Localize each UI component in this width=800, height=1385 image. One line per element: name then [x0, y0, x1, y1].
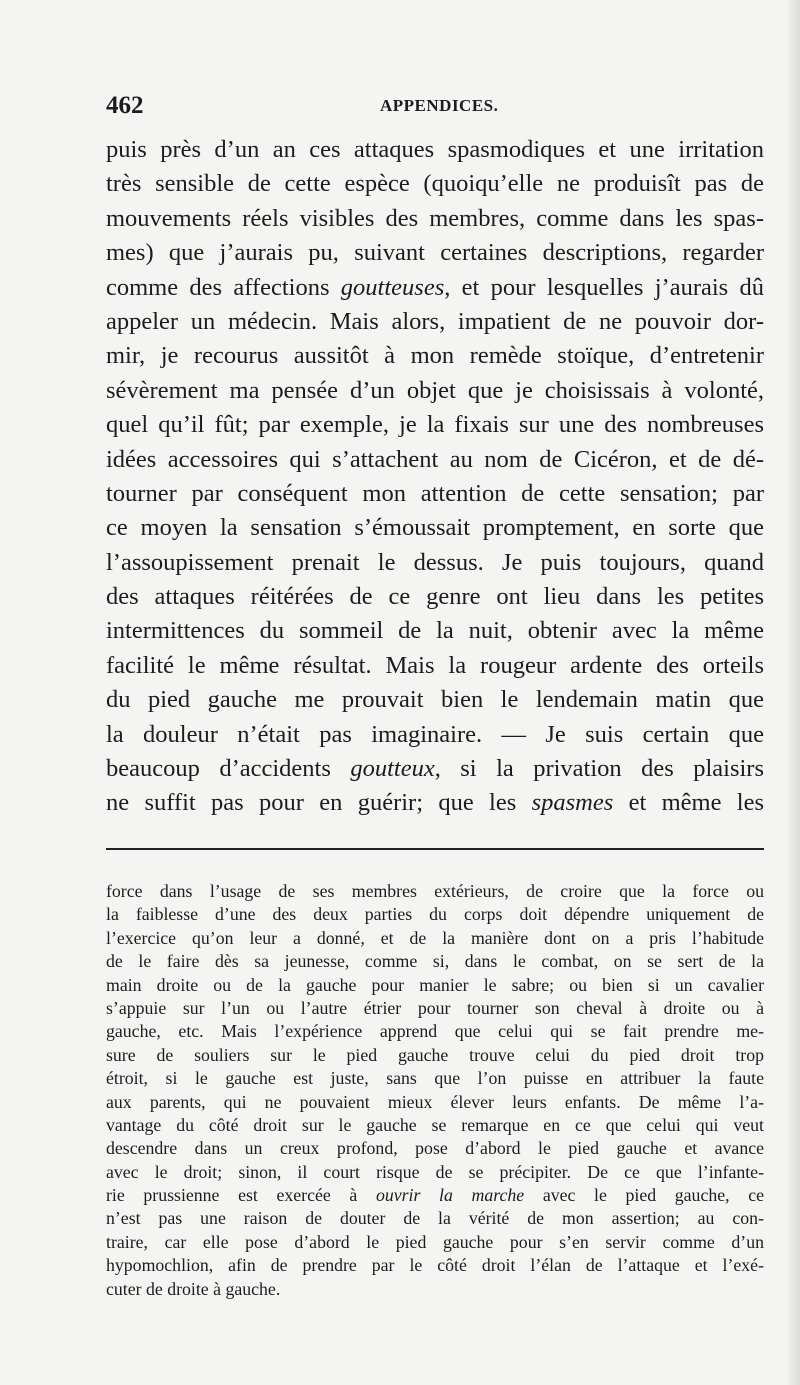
- main-text-line: ne suffit pas pour en guérir; que les spasmes et même les: [106, 789, 765, 817]
- page-edge-shadow: [786, 0, 800, 1385]
- main-text-line: mir, je recourus aussitôt à mon remède stoïque, d’entretenir: [106, 342, 764, 370]
- footnote-line: main droite ou de la gauche pour manier le sabre; ou bien si un cavalier: [106, 974, 764, 995]
- main-text-line: la douleur n’était pas imaginaire. — Je suis certain que: [106, 720, 764, 748]
- main-text-line: idées accessoires qui s’attachent au nom de Cicéron, et de dé-: [106, 445, 764, 473]
- footnote-block: [106, 880, 764, 1301]
- footnote-line: la faiblesse d’une des deux parties du corps doit dépendre uniquement de: [106, 904, 764, 925]
- main-text-line: des attaques réitérées de ce genre ont lieu dans les petites: [106, 583, 764, 611]
- main-text-line: appeler un médecin. Mais alors, impatient de ne pouvoir dor-: [106, 307, 764, 335]
- footnote-line: étroit, si le gauche est juste, sans que l’on puisse en attribuer la faute: [106, 1068, 764, 1089]
- main-text-line: puis près d’un an ces attaques spasmodiques et une irritation: [106, 136, 764, 163]
- main-text-line: l’assoupissement prenait le dessus. Je puis toujours, quand: [106, 548, 764, 576]
- footnote-line: de le faire dès sa jeunesse, comme si, dans le combat, on se sert de la: [106, 951, 764, 972]
- footnote-line: sure de souliers sur le pied gauche trouve celui du pied droit trop: [106, 1044, 764, 1065]
- main-text-line: comme des affections goutteuses, et pour lesquelles j’aurais dû: [106, 273, 764, 301]
- italic-term: ouvrir la marche: [375, 1185, 525, 1206]
- main-text-line: tourner par conséquent mon attention de cette sensation; par: [106, 479, 764, 507]
- main-text-line: beaucoup d’accidents goutteux, si la privation des plaisirs: [106, 755, 764, 783]
- italic-term: goutteuses: [340, 273, 445, 301]
- main-text-line: intermittences du sommeil de la nuit, obtenir avec la même: [106, 617, 764, 645]
- footnote-line: traire, car elle pose d’abord le pied gauche pour s’en servir comme d’un: [106, 1231, 764, 1252]
- footnote-line: descendre dans un creux profond, pose d’abord le pied gauche et avance: [106, 1138, 764, 1159]
- main-text-line: du pied gauche me prouvait bien le lendemain matin que: [106, 686, 764, 714]
- footnote-line: rie prussienne est exercée à ouvrir la marche avec le pied gauche, ce: [106, 1185, 764, 1206]
- footnote-line: hypomochlion, afin de prendre par le côté droit l’élan de l’attaque et l’exé-: [106, 1255, 764, 1276]
- footnote-line: gauche, etc. Mais l’expérience apprend que celui qui se fait prendre me-: [106, 1021, 764, 1042]
- footnote-line: vantage du côté droit sur le gauche se remarque en ce que celui qui veut: [106, 1114, 764, 1135]
- footnote-line: aux parents, qui ne pouvaient mieux élever leurs enfants. De même l’a-: [106, 1091, 764, 1112]
- main-text-line: sévèrement ma pensée d’un objet que je choisissais à volonté,: [106, 376, 764, 404]
- footnote-line: l’exercice qu’on leur a donné, et de la manière dont on a pris l’habitude: [106, 927, 764, 948]
- footnote-line: s’appuie sur l’un ou l’autre étrier pour tourner son cheval à droite ou à: [106, 997, 764, 1018]
- footnote-rule: [106, 848, 764, 850]
- main-text-line: quel qu’il fût; par exemple, je la fixais sur une des nombreuses: [106, 411, 764, 439]
- running-title: APPENDICES.: [380, 96, 499, 115]
- italic-term: spasmes: [531, 789, 614, 817]
- footnote-line: cuter de droite à gauche.: [106, 1278, 281, 1299]
- main-text-block: [106, 133, 764, 821]
- main-text-line: mes) que j’aurais pu, suivant certaines descriptions, regarder: [106, 239, 764, 267]
- running-head: [106, 92, 766, 122]
- main-text-line: mouvements réels visibles des membres, comme dans les spas-: [106, 204, 764, 232]
- page-number: 462: [106, 92, 144, 119]
- footnote-line: avec le droit; sinon, il court risque de se précipiter. De ce que l’infante-: [106, 1161, 764, 1182]
- footnote-line: force dans l’usage de ses membres extérieurs, de croire que la force ou: [106, 881, 764, 901]
- main-text-line: ce moyen la sensation s’émoussait promptement, en sorte que: [106, 514, 764, 542]
- italic-term: goutteux: [350, 755, 435, 783]
- footnote-line: n’est pas une raison de douter de la vérité de mon assertion; au con-: [106, 1208, 764, 1229]
- main-text-line: très sensible de cette espèce (quoiqu’elle ne produisît pas de: [106, 170, 764, 198]
- main-text-line: facilité le même résultat. Mais la rougeur ardente des orteils: [106, 651, 764, 679]
